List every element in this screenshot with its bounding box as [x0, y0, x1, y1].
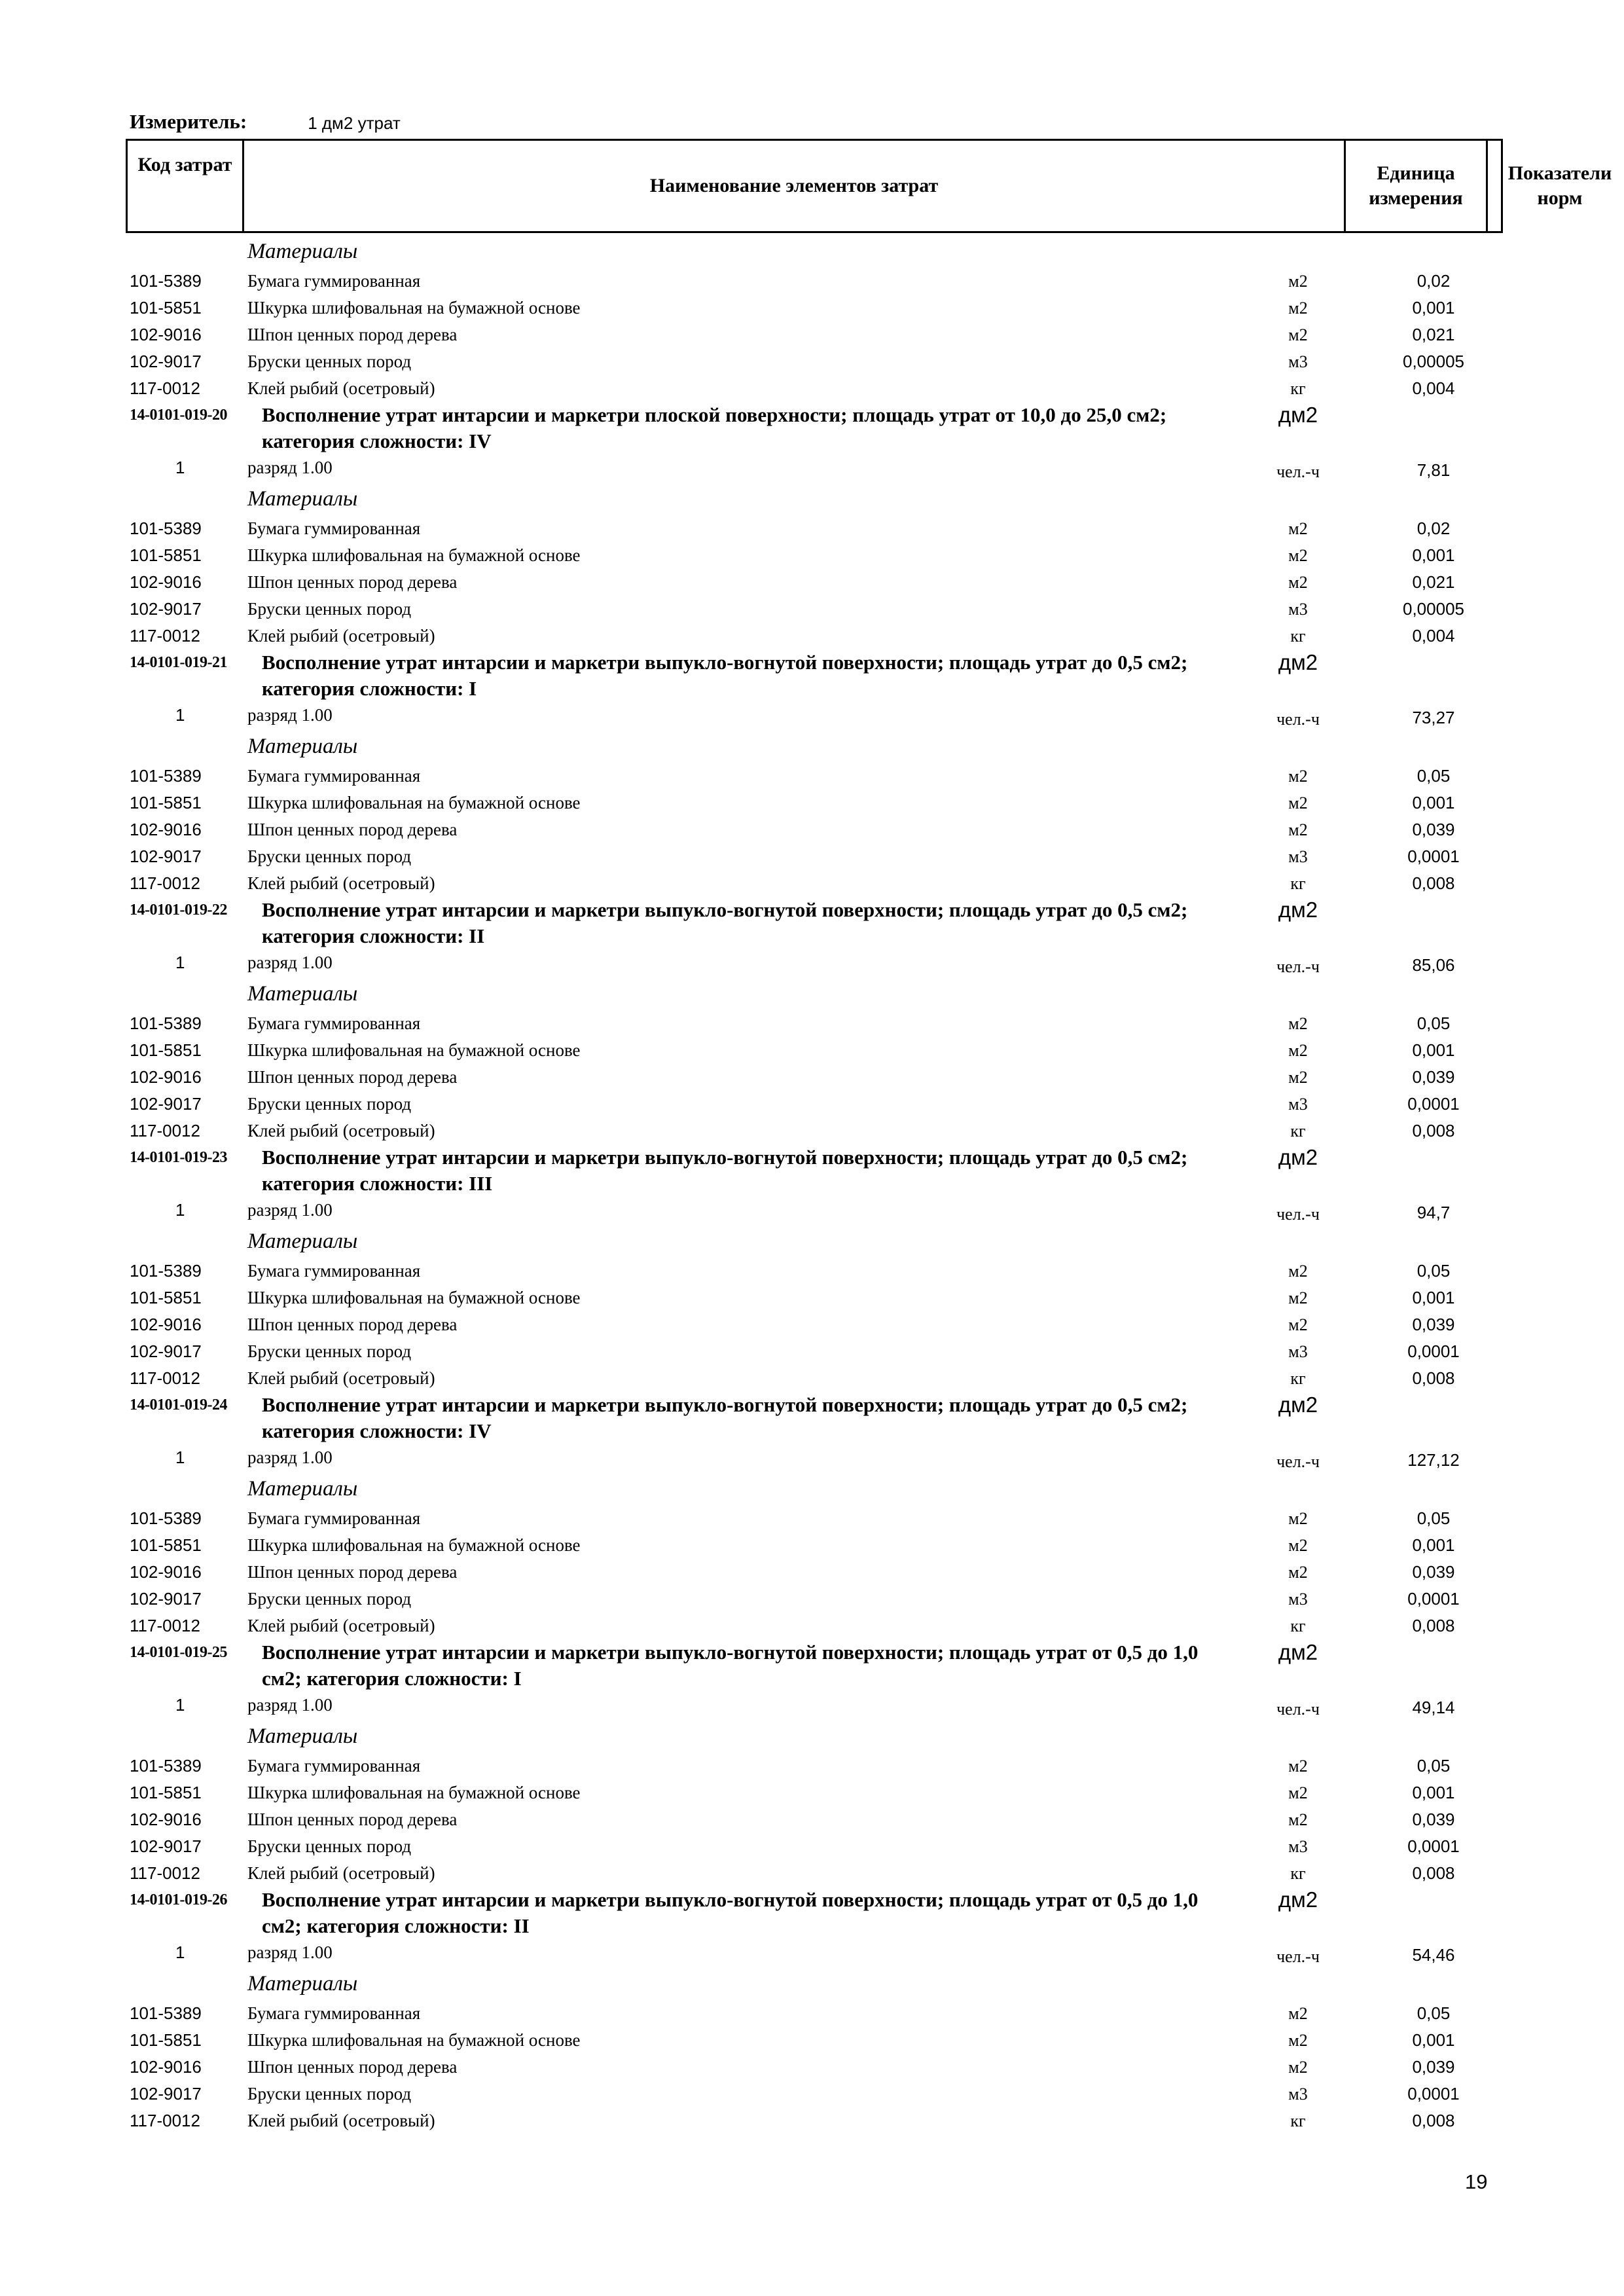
material-norm: 0,001	[1412, 793, 1455, 812]
work-unit: дм2	[1278, 1640, 1318, 1664]
material-row	[0, 2107, 1624, 2134]
material-norm: 0,05	[1416, 1508, 1451, 1528]
material-name: Шкурка шлифовальная на бумажной основе	[247, 1783, 581, 1802]
material-row	[0, 1037, 1624, 1064]
material-name: Шпон ценных пород дерева	[247, 1562, 458, 1582]
materials-section-label: Материалы	[247, 1477, 358, 1501]
material-code: 101-5851	[130, 545, 202, 565]
material-unit: м2	[1288, 2004, 1308, 2023]
materials-section-row	[0, 234, 1624, 268]
material-code: 117-0012	[130, 873, 200, 893]
material-unit: кг	[1290, 2111, 1306, 2130]
material-unit: кг	[1290, 1616, 1306, 1635]
material-code: 102-9016	[130, 1315, 202, 1334]
material-row	[0, 1505, 1624, 1532]
material-code: 117-0012	[130, 1616, 200, 1635]
material-unit: м3	[1288, 2085, 1308, 2104]
work-row	[0, 1392, 1624, 1444]
material-row	[0, 763, 1624, 790]
labor-name: разряд 1.00	[247, 458, 333, 477]
material-unit: кг	[1290, 874, 1306, 893]
labor-number: 1	[175, 1448, 185, 1467]
material-row	[0, 1613, 1624, 1639]
material-code: 101-5389	[130, 2003, 202, 2023]
material-norm: 0,00005	[1403, 352, 1464, 371]
materials-section-label: Материалы	[247, 487, 358, 511]
labor-unit: чел.-ч	[1276, 1205, 1320, 1224]
material-unit: м3	[1288, 847, 1308, 866]
material-row	[0, 1311, 1624, 1338]
material-name: Клей рыбий (осетровый)	[247, 873, 435, 893]
material-name: Бруски ценных пород	[247, 1589, 412, 1609]
material-name: Шпон ценных пород дерева	[247, 1810, 458, 1829]
labor-unit: чел.-ч	[1276, 710, 1320, 729]
material-code: 101-5389	[130, 1013, 202, 1033]
material-name: Клей рыбий (осетровый)	[247, 626, 435, 646]
labor-unit: чел.-ч	[1276, 1700, 1320, 1719]
material-unit: м2	[1288, 1783, 1308, 1802]
header-code: Код затрат	[128, 141, 244, 231]
labor-row	[0, 1444, 1624, 1471]
material-norm: 0,00005	[1403, 599, 1464, 619]
material-norm: 0,05	[1416, 2003, 1451, 2023]
material-row	[0, 1091, 1624, 1118]
labor-name: разряд 1.00	[247, 1200, 333, 1220]
material-row	[0, 1779, 1624, 1806]
work-code: 14-0101-019-25	[130, 1644, 227, 1661]
material-code: 102-9016	[130, 325, 202, 344]
materials-section-row	[0, 1719, 1624, 1753]
material-code: 101-5851	[130, 298, 202, 318]
work-unit: дм2	[1278, 1145, 1318, 1169]
material-name: Бруски ценных пород	[247, 2084, 412, 2104]
material-unit: м3	[1288, 352, 1308, 371]
material-norm: 0,0001	[1407, 2084, 1460, 2104]
work-unit: дм2	[1278, 1887, 1318, 1912]
material-unit: м3	[1288, 1095, 1308, 1114]
work-unit: дм2	[1278, 898, 1318, 922]
work-code: 14-0101-019-26	[130, 1891, 227, 1908]
material-norm: 0,039	[1412, 1067, 1455, 1087]
material-norm: 0,0001	[1407, 1094, 1460, 1114]
labor-row	[0, 702, 1624, 729]
material-unit: м2	[1288, 793, 1308, 812]
work-code: 14-0101-019-21	[130, 654, 227, 671]
work-row	[0, 1144, 1624, 1197]
material-code: 101-5389	[130, 1508, 202, 1528]
materials-section-label: Материалы	[247, 1230, 358, 1253]
material-code: 101-5851	[130, 1040, 202, 1060]
material-norm: 0,021	[1412, 572, 1455, 592]
material-code: 117-0012	[130, 2111, 200, 2130]
materials-section-row	[0, 481, 1624, 515]
header-name: Наименование элементов затрат	[244, 141, 1346, 231]
material-code: 117-0012	[130, 626, 200, 646]
work-code: 14-0101-019-24	[130, 1396, 227, 1413]
material-code: 101-5851	[130, 1783, 202, 1802]
header-norm: Показатели норм	[1507, 162, 1612, 209]
material-row	[0, 1586, 1624, 1613]
material-unit: м2	[1288, 519, 1308, 538]
material-norm: 0,05	[1416, 1261, 1451, 1281]
material-norm: 0,039	[1412, 820, 1455, 839]
material-code: 101-5851	[130, 2030, 202, 2050]
material-norm: 0,008	[1412, 1121, 1455, 1140]
labor-row	[0, 454, 1624, 481]
material-code: 102-9017	[130, 1589, 202, 1609]
material-row	[0, 375, 1624, 402]
material-row	[0, 1753, 1624, 1779]
material-norm: 0,0001	[1407, 1836, 1460, 1856]
material-row	[0, 1833, 1624, 1860]
material-code: 101-5389	[130, 1261, 202, 1281]
material-name: Шкурка шлифовальная на бумажной основе	[247, 1040, 581, 1060]
labor-number: 1	[175, 1942, 185, 1962]
work-title: Восполнение утрат интарсии и маркетри выпукло-вогнутой поверхности; площадь утрат от 0,5 до 1,0 см2; категория сложности: I	[262, 1641, 1199, 1690]
material-norm: 0,05	[1416, 766, 1451, 786]
labor-norm: 127,12	[1407, 1450, 1460, 1470]
material-norm: 0,05	[1416, 1013, 1451, 1033]
material-norm: 0,001	[1412, 1783, 1455, 1802]
material-name: Бруски ценных пород	[247, 1094, 412, 1114]
material-code: 117-0012	[130, 378, 200, 398]
material-name: Бумага гуммированная	[247, 1261, 421, 1281]
labor-unit: чел.-ч	[1276, 957, 1320, 976]
labor-norm: 54,46	[1412, 1945, 1455, 1965]
labor-norm: 94,7	[1416, 1203, 1451, 1222]
material-row	[0, 1010, 1624, 1037]
material-code: 102-9016	[130, 2057, 202, 2077]
material-row	[0, 1365, 1624, 1392]
material-code: 102-9016	[130, 1562, 202, 1582]
material-code: 117-0012	[130, 1863, 200, 1883]
material-unit: м2	[1288, 1315, 1308, 1334]
material-code: 102-9017	[130, 847, 202, 866]
material-row	[0, 790, 1624, 816]
work-code: 14-0101-019-22	[130, 902, 227, 919]
labor-name: разряд 1.00	[247, 1695, 333, 1715]
meter-label: Измеритель:	[130, 110, 247, 133]
material-code: 117-0012	[130, 1368, 200, 1388]
work-title: Восполнение утрат интарсии и маркетри выпукло-вогнутой поверхности; площадь утрат от 0,5 до 1,0 см2; категория сложности: II	[262, 1888, 1199, 1937]
material-row	[0, 623, 1624, 649]
material-code: 117-0012	[130, 1121, 200, 1140]
work-row	[0, 897, 1624, 949]
material-unit: м2	[1288, 1262, 1308, 1281]
material-code: 102-9017	[130, 1094, 202, 1114]
material-name: Шкурка шлифовальная на бумажной основе	[247, 545, 581, 565]
labor-norm: 73,27	[1412, 708, 1455, 727]
material-unit: м2	[1288, 1563, 1308, 1582]
work-row	[0, 649, 1624, 702]
work-title: Восполнение утрат интарсии и маркетри выпукло-вогнутой поверхности; площадь утрат до 0,5 см2; категория сложности: II	[262, 898, 1188, 947]
material-row	[0, 569, 1624, 596]
work-unit: дм2	[1278, 403, 1318, 427]
material-code: 101-5851	[130, 1288, 202, 1307]
materials-section-row	[0, 1224, 1624, 1258]
material-name: Бумага гуммированная	[247, 271, 421, 291]
material-norm: 0,008	[1412, 873, 1455, 893]
material-norm: 0,001	[1412, 1040, 1455, 1060]
materials-section-label: Материалы	[247, 240, 358, 263]
material-unit: м2	[1288, 1068, 1308, 1087]
material-unit: м3	[1288, 1342, 1308, 1361]
material-unit: м2	[1288, 820, 1308, 839]
materials-section-row	[0, 729, 1624, 763]
page-number: 19	[1465, 2170, 1488, 2193]
material-norm: 0,02	[1416, 519, 1451, 538]
material-row	[0, 515, 1624, 542]
material-name: Клей рыбий (осетровый)	[247, 1863, 435, 1883]
materials-section-label: Материалы	[247, 735, 358, 758]
material-row	[0, 1860, 1624, 1887]
labor-name: разряд 1.00	[247, 953, 333, 972]
material-norm: 0,039	[1412, 1315, 1455, 1334]
material-name: Клей рыбий (осетровый)	[247, 1121, 435, 1140]
material-norm: 0,004	[1412, 378, 1455, 398]
material-code: 102-9017	[130, 1341, 202, 1361]
material-unit: м2	[1288, 272, 1308, 291]
material-unit: м2	[1288, 1014, 1308, 1033]
material-unit: м2	[1288, 2031, 1308, 2050]
material-code: 101-5389	[130, 1756, 202, 1776]
material-name: Бруски ценных пород	[247, 1836, 412, 1856]
material-norm: 0,008	[1412, 1616, 1455, 1635]
material-row	[0, 1559, 1624, 1586]
labor-name: разряд 1.00	[247, 705, 333, 725]
material-code: 102-9017	[130, 599, 202, 619]
material-code: 101-5851	[130, 793, 202, 812]
material-unit: кг	[1290, 1121, 1306, 1140]
material-row	[0, 870, 1624, 897]
material-name: Шкурка шлифовальная на бумажной основе	[247, 2030, 581, 2050]
material-name: Клей рыбий (осетровый)	[247, 1368, 435, 1388]
material-name: Бумага гуммированная	[247, 2003, 421, 2023]
material-row	[0, 2027, 1624, 2054]
material-norm: 0,008	[1412, 1863, 1455, 1883]
material-code: 101-5851	[130, 1535, 202, 1555]
material-name: Шпон ценных пород дерева	[247, 2057, 458, 2077]
material-row	[0, 321, 1624, 348]
material-name: Шкурка шлифовальная на бумажной основе	[247, 793, 581, 812]
material-name: Шкурка шлифовальная на бумажной основе	[247, 1535, 581, 1555]
material-row	[0, 542, 1624, 569]
material-row	[0, 843, 1624, 870]
material-unit: м2	[1288, 1757, 1308, 1776]
work-row	[0, 402, 1624, 454]
labor-number: 1	[175, 458, 185, 477]
material-name: Бруски ценных пород	[247, 599, 412, 619]
material-row	[0, 1806, 1624, 1833]
material-row	[0, 1118, 1624, 1144]
material-code: 102-9017	[130, 2084, 202, 2104]
work-row	[0, 1639, 1624, 1692]
material-code: 102-9016	[130, 1810, 202, 1829]
material-row	[0, 2081, 1624, 2107]
material-name: Бруски ценных пород	[247, 1341, 412, 1361]
meter-value: 1 дм2 утрат	[308, 113, 401, 133]
material-norm: 0,021	[1412, 325, 1455, 344]
material-row	[0, 1064, 1624, 1091]
materials-section-label: Материалы	[247, 982, 358, 1006]
material-name: Бруски ценных пород	[247, 847, 412, 866]
material-norm: 0,004	[1412, 626, 1455, 646]
material-name: Шпон ценных пород дерева	[247, 572, 458, 592]
material-unit: кг	[1290, 627, 1306, 646]
material-name: Шпон ценных пород дерева	[247, 325, 458, 344]
material-unit: м2	[1288, 573, 1308, 592]
material-unit: м2	[1288, 299, 1308, 318]
material-code: 102-9016	[130, 820, 202, 839]
material-row	[0, 1285, 1624, 1311]
materials-section-label: Материалы	[247, 1724, 358, 1748]
work-title: Восполнение утрат интарсии и маркетри выпукло-вогнутой поверхности; площадь утрат до 0,5 см2; категория сложности: I	[262, 651, 1188, 700]
work-code: 14-0101-019-23	[130, 1149, 227, 1166]
material-code: 102-9016	[130, 1067, 202, 1087]
work-title: Восполнение утрат интарсии и маркетри плоской поверхности; площадь утрат от 10,0 до 25,0 см2; категория сложности: IV	[262, 403, 1167, 452]
material-norm: 0,0001	[1407, 847, 1460, 866]
material-name: Бумага гуммированная	[247, 766, 421, 786]
labor-row	[0, 1692, 1624, 1719]
material-name: Бумага гуммированная	[247, 1508, 421, 1528]
material-norm: 0,039	[1412, 2057, 1455, 2077]
material-unit: м2	[1288, 1041, 1308, 1060]
material-unit: кг	[1290, 1369, 1306, 1388]
material-unit: м2	[1288, 1536, 1308, 1555]
material-row	[0, 348, 1624, 375]
labor-norm: 49,14	[1412, 1698, 1455, 1717]
labor-norm: 85,06	[1412, 955, 1455, 975]
material-unit: м2	[1288, 767, 1308, 786]
material-unit: кг	[1290, 379, 1306, 398]
material-norm: 0,001	[1412, 2030, 1455, 2050]
material-name: Бумага гуммированная	[247, 1756, 421, 1776]
material-code: 102-9016	[130, 572, 202, 592]
material-code: 101-5389	[130, 766, 202, 786]
work-unit: дм2	[1278, 1393, 1318, 1417]
material-name: Шпон ценных пород дерева	[247, 1315, 458, 1334]
material-name: Клей рыбий (осетровый)	[247, 378, 435, 398]
material-row	[0, 596, 1624, 623]
material-code: 102-9017	[130, 1836, 202, 1856]
materials-section-row	[0, 976, 1624, 1010]
material-name: Шпон ценных пород дерева	[247, 820, 458, 839]
labor-number: 1	[175, 1200, 185, 1220]
material-unit: м3	[1288, 600, 1308, 619]
material-unit: м2	[1288, 325, 1308, 344]
material-row	[0, 1532, 1624, 1559]
labor-unit: чел.-ч	[1276, 462, 1320, 481]
material-norm: 0,0001	[1407, 1341, 1460, 1361]
material-norm: 0,008	[1412, 1368, 1455, 1388]
materials-section-label: Материалы	[247, 1972, 358, 1995]
material-norm: 0,001	[1412, 1288, 1455, 1307]
material-name: Шпон ценных пород дерева	[247, 1067, 458, 1087]
material-name: Шкурка шлифовальная на бумажной основе	[247, 1288, 581, 1307]
material-unit: м2	[1288, 546, 1308, 565]
material-code: 102-9017	[130, 352, 202, 371]
labor-name: разряд 1.00	[247, 1942, 333, 1962]
material-unit: м3	[1288, 1837, 1308, 1856]
material-row	[0, 1258, 1624, 1285]
labor-row	[0, 1939, 1624, 1966]
material-unit: м2	[1288, 1509, 1308, 1528]
material-norm: 0,001	[1412, 545, 1455, 565]
material-norm: 0,039	[1412, 1562, 1455, 1582]
material-code: 101-5389	[130, 519, 202, 538]
labor-name: разряд 1.00	[247, 1448, 333, 1467]
work-unit: дм2	[1278, 650, 1318, 674]
header-unit: Единица измерения	[1346, 141, 1488, 231]
material-norm: 0,02	[1416, 271, 1451, 291]
material-name: Шкурка шлифовальная на бумажной основе	[247, 298, 581, 318]
material-code: 101-5389	[130, 271, 202, 291]
material-norm: 0,008	[1412, 2111, 1455, 2130]
material-row	[0, 2054, 1624, 2081]
work-code: 14-0101-019-20	[130, 407, 227, 424]
material-unit: м2	[1288, 2058, 1308, 2077]
material-name: Клей рыбий (осетровый)	[247, 1616, 435, 1635]
material-name: Бумага гуммированная	[247, 1013, 421, 1033]
material-norm: 0,001	[1412, 298, 1455, 318]
material-unit: кг	[1290, 1864, 1306, 1883]
material-row	[0, 816, 1624, 843]
labor-number: 1	[175, 953, 185, 972]
labor-number: 1	[175, 705, 185, 725]
materials-section-row	[0, 1471, 1624, 1505]
work-row	[0, 1887, 1624, 1939]
material-unit: м3	[1288, 1590, 1308, 1609]
material-name: Бумага гуммированная	[247, 519, 421, 538]
material-row	[0, 268, 1624, 295]
materials-section-row	[0, 1966, 1624, 2000]
material-norm: 0,039	[1412, 1810, 1455, 1829]
work-title: Восполнение утрат интарсии и маркетри выпукло-вогнутой поверхности; площадь утрат до 0,5 см2; категория сложности: IV	[262, 1393, 1188, 1442]
work-title: Восполнение утрат интарсии и маркетри выпукло-вогнутой поверхности; площадь утрат до 0,5 см2; категория сложности: III	[262, 1146, 1188, 1195]
labor-unit: чел.-ч	[1276, 1452, 1320, 1471]
material-row	[0, 1338, 1624, 1365]
labor-row	[0, 1197, 1624, 1224]
labor-row	[0, 949, 1624, 976]
material-name: Бруски ценных пород	[247, 352, 412, 371]
material-name: Клей рыбий (осетровый)	[247, 2111, 435, 2130]
labor-unit: чел.-ч	[1276, 1947, 1320, 1966]
material-row	[0, 295, 1624, 321]
material-unit: м2	[1288, 1288, 1308, 1307]
labor-norm: 7,81	[1416, 460, 1451, 480]
material-norm: 0,0001	[1407, 1589, 1460, 1609]
material-norm: 0,001	[1412, 1535, 1455, 1555]
material-unit: м2	[1288, 1810, 1308, 1829]
material-norm: 0,05	[1416, 1756, 1451, 1776]
labor-number: 1	[175, 1695, 185, 1715]
material-row	[0, 2000, 1624, 2027]
